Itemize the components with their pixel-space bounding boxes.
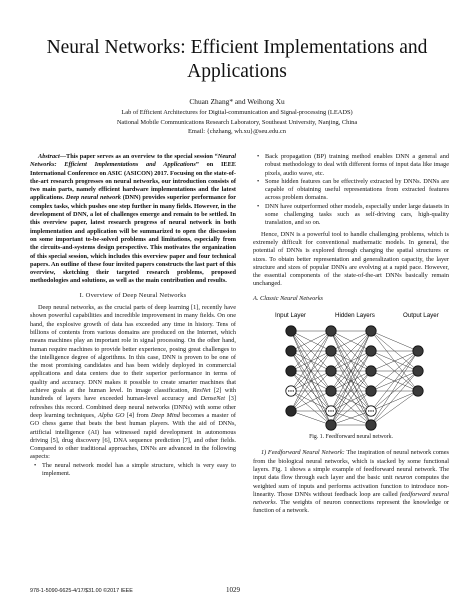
ellipsis-dot [328,410,329,411]
connections [291,331,418,425]
right-column [253,153,449,516]
list-item: • DNN have outperformed other models, especially under large datasets in some challenging tasks such as self-driving cars, high-quality translation, and so on. [253,203,449,228]
neuron [326,420,336,430]
abstract-lead: Abstract [38,153,60,160]
affiliation-email: Email: {chzhang, wh.xu}@seu.edu.cn [188,128,286,136]
advantages-list-right [253,153,449,228]
feedforward-paragraph: 1) Feedforward Neural Network: The inspiration of neural network comes from the biological neural networks, which is stacked by some functional layers. Fig. 1 shows a simple example of feedforward neural network. The input data flow through each layer and the basic unit neuron computes the weighted sum of inputs and performs activation function to introduce non-linearity. Those DNNs without feedback loop are called feedforward neural networks. The weights of neuron connections represent the knowledge or function of a network. [253,449,449,515]
ellipsis-dot [293,390,294,391]
feedforward-network-diagram [253,307,449,433]
ellipsis-dot [373,410,374,411]
page-number: 1029 [226,586,240,594]
affiliation-line-2: National Mobile Communications Research Laboratory, Southeast University, Nanjing, China [116,118,358,126]
neuron [326,346,336,356]
figure-1 [253,307,449,433]
connection-line [291,411,331,425]
hence-paragraph: Hence, DNN is a powerful tool to handle challenging problems, which is extremely difficult for conventional mathematic models. In general, the potential of DNNs is explored through changing the spatial structures or sizes. To obtain better representation and generalization capacity, the layer structure and sizes of popular DNNs are evolving at a rapid pace. However, the essential components of the state-of-the-art DNNs basically remain unchanged. [253,230,449,288]
neuron [286,366,296,376]
connection-line [371,331,418,351]
ellipsis-dot [288,390,289,391]
ellipsis-dot [290,390,291,391]
neuron [286,406,296,416]
output-layer-label: Output Layer [403,312,439,320]
list-item: • The neural network model has a simple structure, which is very easy to implement. [30,462,236,479]
paper-title: Neural Networks: Efficient Implementations and Applications [46,37,428,82]
neuron [286,326,296,336]
affiliation-line-1: Lab of Efficient Architectures for Digital-communication and Signal-processing (LEADS) [121,109,353,116]
list-item: • Some hidden features can be effectively extracted by DNNs. DNNs are capable of obtaining useful representations from extracted features across problem domains. [253,178,449,203]
figure-caption: Fig. 1. Feedforward neural network. [309,434,393,441]
neuron [366,346,376,356]
neuron [326,386,336,396]
advantages-list-left [30,462,236,479]
ellipsis-dot [370,410,371,411]
ellipsis-dot [333,410,334,411]
neuron [413,386,423,396]
hidden-layers-label: Hidden Layers [335,312,375,320]
neuron [326,366,336,376]
affiliation [20,108,454,137]
footer-isbn: 978-1-5090-6625-4/17/$31.00 ©2017 IEEE [30,588,133,594]
session-title: Neural Networks: Efficient Implementations and Applications [30,153,236,169]
connection-line [291,371,331,425]
neuron [286,346,296,356]
neuron [366,420,376,430]
authors: Chuan Zhang* and Weihong Xu [189,97,285,106]
neuron [366,366,376,376]
subsection-heading: A. Classic Neural Networks [253,294,323,302]
neuron [413,346,423,356]
connection-line [371,371,418,425]
list-item: • Back propagation (BP) training method enables DNN a general and robust methodology to deal with different forms of input data like image pixels, audio wave, etc. [253,153,449,178]
neuron [326,326,336,336]
neuron [366,386,376,396]
ellipsis-dot [330,410,331,411]
section-heading: I. Overview of Deep Neural Networks [79,291,187,299]
input-layer-label: Input Layer [275,312,306,320]
section1-paragraph: Deep neural networks, as the crucial parts of deep learning [1], recently have shown powerful capabilities and incredible improvement in many fields. On one hand, the explosive growth of data has exceeded any time in history. Tens of billions of contents from various domains are produced on the Internet, which means machines play an important role in signal processing. On the other hand, human require machines to provide better experience, posing great challenges to the intelligence degree of algorithms. In this case, DNN is proven to be one of the most promising candidates and has been widely deployed in commercial applications and data centers due to their superior performance in terms of quality and accuracy. DNN makes it possible to create smarter machines that achieve goals at the human level. In image classification, ResNet [2] with hundreds of layers have exceeded human-level accuracy and DenseNet [3] refreshes this record. Combined deep neural networks (DNNs) with some other deep learning techniques, Alpha GO [4] from Deep Mind becomes a master of GO chess game that beats the best human players. With the aid of DNNs, artificial intelligence (AI) has witnessed rapid development in autonomous driving [5], drug discovery [6], DNA sequence prediction [7], and other fields. Compared to other traditional approaches, DNNs are advanced in the following aspects: [30,304,236,461]
abstract: Abstract—This paper serves as an overview to the special session “Neural Networks: Efficient Implementations and Applications” on IEEE International Conference on ASIC (ASICON) 2017. Focusing on the state-of-the-art research progresses on neural networks, our introduction consists of two main parts, namely efficient hardware implementations and the latest applications. Deep neural network (DNN) provides superior performance for complex tasks, which pushes one step further in many fields. However, in the development of DNN, a lot of challenges emerge and remain to be settled. In this overview paper, latest research progress of neural network in both implementation and application will be summarized to open the discussion on some important to-be-solved problems and limitations, especially from the circuits-and-systems design perspective. This motivates the organization of this special session, which includes this overview paper and four technical papers. An outline of these four invited papers constructs the last part of this overview, sketching their targeted research problems, proposed methodologies and solutions, as well as the main contribution and results. [30,153,236,285]
connection-line [371,351,418,411]
neuron [413,366,423,376]
left-column [30,153,236,478]
ellipsis-dot [368,410,369,411]
neuron [366,326,376,336]
